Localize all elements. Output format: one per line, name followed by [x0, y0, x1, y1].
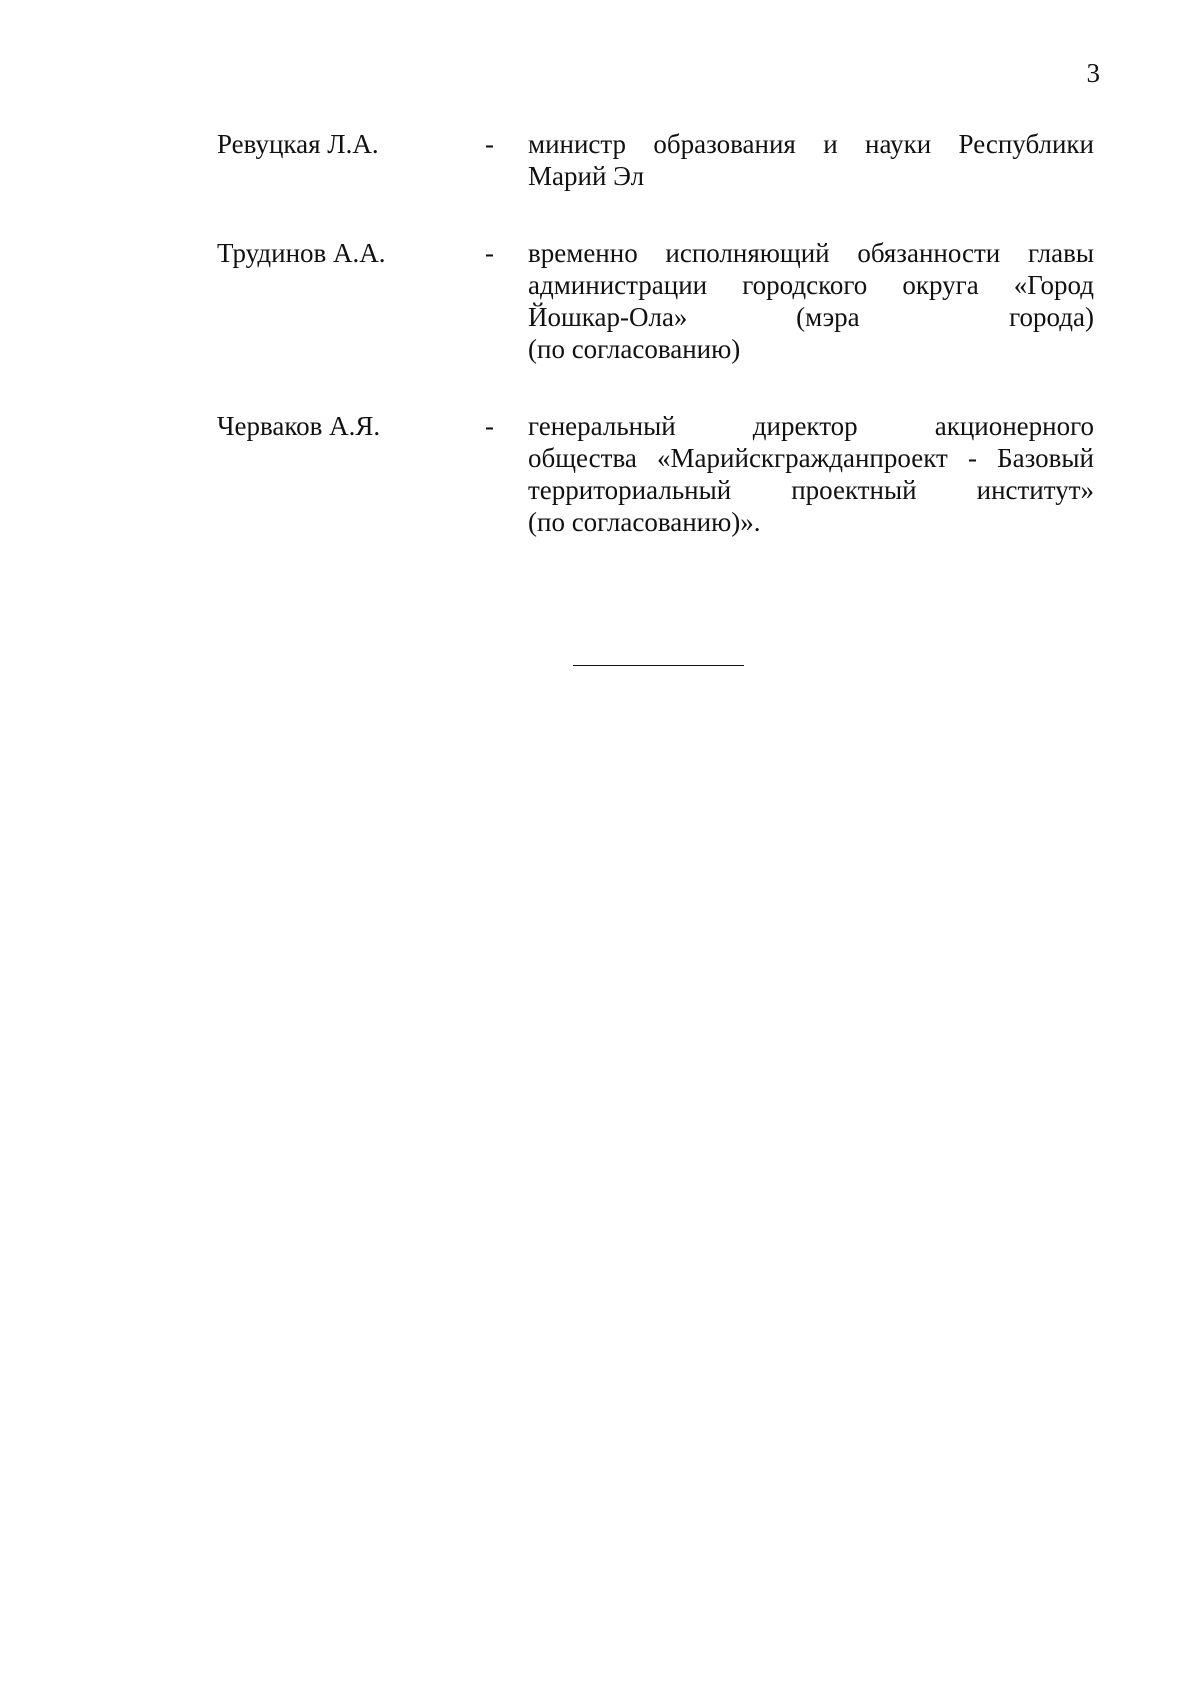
role-line: генеральный директор акционерного: [528, 411, 1094, 441]
role-line: министр образования и науки Республики: [528, 129, 1094, 159]
role-line: общества «Марийскгражданпроект - Базовый: [528, 443, 1094, 473]
end-of-list-rule: [573, 665, 744, 666]
dash-separator: -: [485, 129, 494, 159]
member-entry: [217, 410, 1094, 538]
role-line: администрации городского округа «Город: [528, 270, 1094, 300]
member-name: Черваков А.Я.: [217, 411, 381, 441]
member-name: Ревуцкая Л.А.: [217, 129, 379, 159]
member-entry: [217, 128, 1094, 192]
role-line: (по согласованию): [528, 334, 741, 364]
member-role: [528, 128, 1094, 192]
role-line: Марий Эл: [528, 161, 645, 191]
role-line: Йошкар-Ола» (мэра города): [528, 302, 1094, 332]
member-role: [528, 237, 1094, 365]
member-name: Трудинов А.А.: [217, 238, 386, 268]
member-entry: [217, 237, 1094, 365]
dash-separator: -: [485, 411, 494, 441]
member-role: [528, 410, 1094, 538]
page-number: 3: [1086, 58, 1100, 88]
dash-separator: -: [485, 238, 494, 268]
members-list: [217, 128, 1094, 583]
role-line: временно исполняющий обязанности главы: [528, 238, 1094, 268]
role-line: территориальный проектный институт»: [528, 475, 1094, 505]
role-line: (по согласованию)».: [528, 507, 761, 537]
